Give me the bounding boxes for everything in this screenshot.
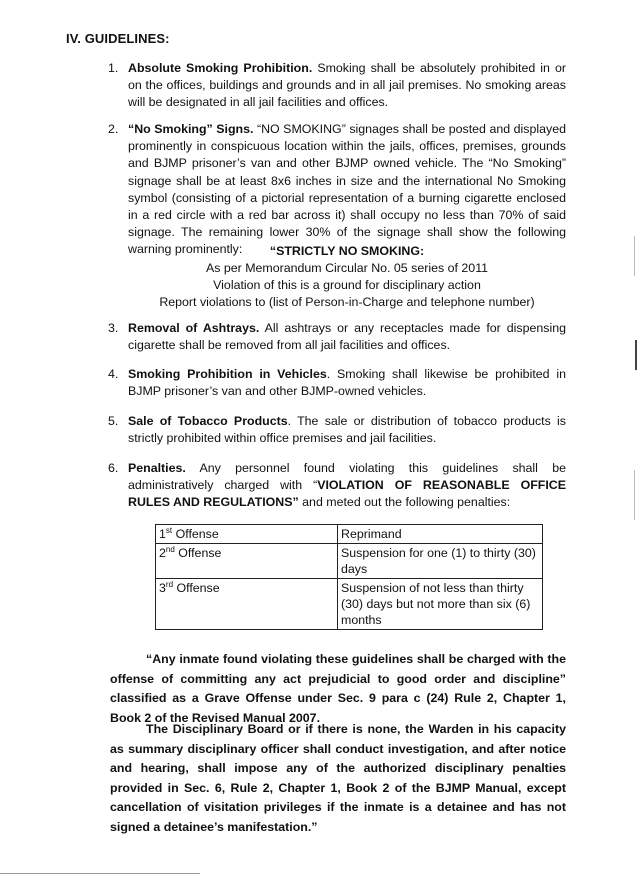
item-number: 4.: [108, 367, 119, 381]
section-heading: IV. GUIDELINES:: [66, 31, 170, 46]
penalties-table: [155, 524, 543, 630]
signage-title: “STRICTLY NO SMOKING:: [269, 244, 425, 258]
item-text: Any personnel found violating this guidelines shall be administratively charged with “: [128, 461, 566, 493]
item-title: “No Smoking” Signs.: [128, 122, 254, 136]
item-text: . The sale or distribution of tobacco products is strictly prohibited within office premises and jail facilities.: [128, 414, 566, 446]
item-number: 6.: [108, 461, 119, 475]
guideline-item-6: [108, 460, 566, 512]
signage-line-report: Report violations to (list of Person-in-Charge and telephone number): [159, 295, 535, 309]
table-row: [156, 579, 543, 630]
item-body: [128, 121, 566, 259]
item-body: [128, 320, 566, 354]
signage-line-memorandum: As per Memorandum Circular No. 05 series of 2011: [205, 261, 489, 275]
item-body: [128, 60, 566, 112]
signage-line-violation: Violation of this is a ground for disciplinary action: [213, 278, 481, 292]
penalty-cell: Suspension for one (1) to thirty (30) days: [338, 544, 543, 579]
offense-ordinal-suffix: st: [165, 525, 173, 535]
scan-edge-mark: [634, 236, 635, 276]
offense-ordinal: 2: [159, 546, 166, 560]
penalty-cell: Suspension of not less than thirty (30) days but not more than six (6) months: [338, 579, 543, 630]
offense-cell: [156, 544, 338, 579]
penalty-cell: Reprimand: [338, 525, 543, 544]
item-title: Smoking Prohibition in Vehicles: [128, 367, 327, 381]
offense-label: Offense: [174, 546, 222, 560]
guideline-item-3: [108, 320, 566, 354]
scan-edge-mark: [634, 470, 635, 520]
item-body: [128, 366, 566, 400]
offense-ordinal-suffix: nd: [165, 544, 175, 554]
guideline-item-4: [108, 366, 566, 400]
item-number: 3.: [108, 321, 119, 335]
item-number: 1.: [108, 61, 119, 75]
item-text: . Smoking shall likewise be prohibited in BJMP prisoner’s van and other BJMP-owned vehicles.: [128, 367, 566, 399]
item-offense-name: VIOLATION OF REASONABLE OFFICE RULES AND REGULATIONS”: [128, 478, 566, 510]
guideline-item-1: [108, 60, 566, 112]
item-text-end: and meted out the following penalties:: [298, 495, 511, 510]
scan-bottom-line: [0, 873, 200, 874]
item-title: Removal of Ashtrays.: [128, 321, 260, 335]
guideline-item-5: [108, 413, 566, 447]
offense-cell: [156, 525, 338, 544]
offense-ordinal: 3: [159, 581, 166, 595]
item-title: Absolute Smoking Prohibition.: [128, 61, 313, 75]
item-text: Smoking shall be absolutely prohibited in or on the offices, buildings and grounds and in all jail premises. No smoking areas will be designated in all jail facilities and offices.: [128, 61, 566, 110]
item-title: Penalties.: [128, 461, 186, 475]
offense-ordinal: 1: [159, 527, 166, 541]
offense-label: Offense: [173, 581, 220, 595]
item-number: 5.: [108, 414, 119, 428]
item-body: [128, 413, 566, 447]
table-row: [156, 525, 543, 544]
item-body: [128, 460, 566, 512]
item-title: Sale of Tobacco Products: [128, 414, 288, 428]
offense-ordinal-suffix: rd: [165, 579, 174, 589]
offense-label: Offense: [172, 527, 219, 541]
disciplinary-board-paragraph: [110, 720, 566, 838]
scan-edge-mark: [635, 340, 637, 370]
offense-cell: [156, 579, 338, 630]
item-text: “NO SMOKING” signages shall be posted and displayed prominently in conspicuous location within the jails, offices, premises, grounds and BJMP prisoner’s van and other BJMP owned vehicle. The “No Smoking” signage shall be at least 8x6 inches in size and the international No Smoking symbol (consisting of a pictorial representation of a burning cigarette enclosed in a red circle with a red bar across it) shall occupy no less than 70% of said signage. The remaining lower 30% of the signage shall show the following warning prominently:: [128, 122, 566, 257]
inmate-violation-paragraph: [110, 650, 566, 728]
paragraph-text: The Disciplinary Board or if there is none, the Warden in his capacity as summary disciplinary officer shall conduct investigation, and after notice and hearing, shall impose any of the authorized disciplinary penalties provided in Sec. 6, Rule 2, Chapter 1, Book 2 of the BJMP Manual, except cancellation of visitation privileges if the inmate is a detainee and has not signed a detainee’s manifestation.”: [110, 722, 566, 834]
item-text: All ashtrays or any receptacles made for dispensing cigarette shall be removed from all jail facilities and offices.: [128, 321, 566, 353]
item-number: 2.: [108, 122, 119, 136]
guideline-item-2: [108, 121, 566, 259]
table-row: [156, 544, 543, 579]
paragraph-text: “Any inmate found violating these guidelines shall be charged with the offense of committing any act prejudicial to good order and discipline” classified as a Grave Offense under Sec. 9 para c (24) Rule 2, Chapter 1, Book 2 of the Revised Manual 2007.: [110, 652, 566, 725]
